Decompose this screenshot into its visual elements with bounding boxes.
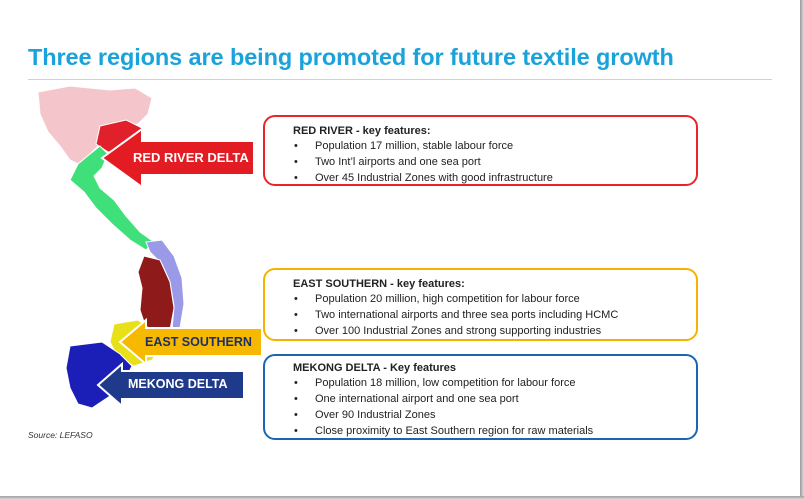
east-southern-heading: EAST SOUTHERN - key features: xyxy=(293,278,465,290)
mekong-bullet: • One international airport and one sea port xyxy=(293,391,696,407)
east-southern-bullet: • Two international airports and three sea ports including HCMC xyxy=(293,307,696,323)
title-divider xyxy=(28,79,772,80)
east-southern-arrow-label: EAST SOUTHERN xyxy=(145,335,252,349)
east-southern-features-box xyxy=(263,268,698,341)
red-river-bullet-list xyxy=(293,138,696,186)
slide-shadow-right xyxy=(800,0,804,500)
red-river-features-box xyxy=(263,115,698,186)
mekong-arrow-label: MEKONG DELTA xyxy=(128,377,228,391)
mekong-bullet: • Over 90 Industrial Zones xyxy=(293,407,696,423)
mekong-bullet-list xyxy=(293,375,696,439)
east-southern-bullet: • Over 100 Industrial Zones and strong supporting industries xyxy=(293,323,696,339)
mekong-heading: MEKONG DELTA - Key features xyxy=(293,362,456,374)
red-river-bullet: • Two Int’l airports and one sea port xyxy=(293,154,696,170)
east-southern-bullet-list xyxy=(293,291,696,339)
red-river-bullet: • Population 17 million, stable labour force xyxy=(293,138,696,154)
slide-shadow-bottom xyxy=(0,496,804,500)
red-river-bullet: • Over 45 Industrial Zones with good infrastructure xyxy=(293,170,696,186)
east-southern-bullet: • Population 20 million, high competition for labour force xyxy=(293,291,696,307)
mekong-bullet: • Close proximity to East Southern region for raw materials xyxy=(293,423,696,439)
mekong-features-box xyxy=(263,354,698,440)
source-note: Source: LEFASO xyxy=(28,430,93,440)
mekong-bullet: • Population 18 million, low competition for labour force xyxy=(293,375,696,391)
red-river-heading: RED RIVER - key features: xyxy=(293,125,431,137)
slide-title: Three regions are being promoted for future textile growth xyxy=(28,44,674,70)
red-river-arrow-label: RED RIVER DELTA xyxy=(133,150,249,165)
